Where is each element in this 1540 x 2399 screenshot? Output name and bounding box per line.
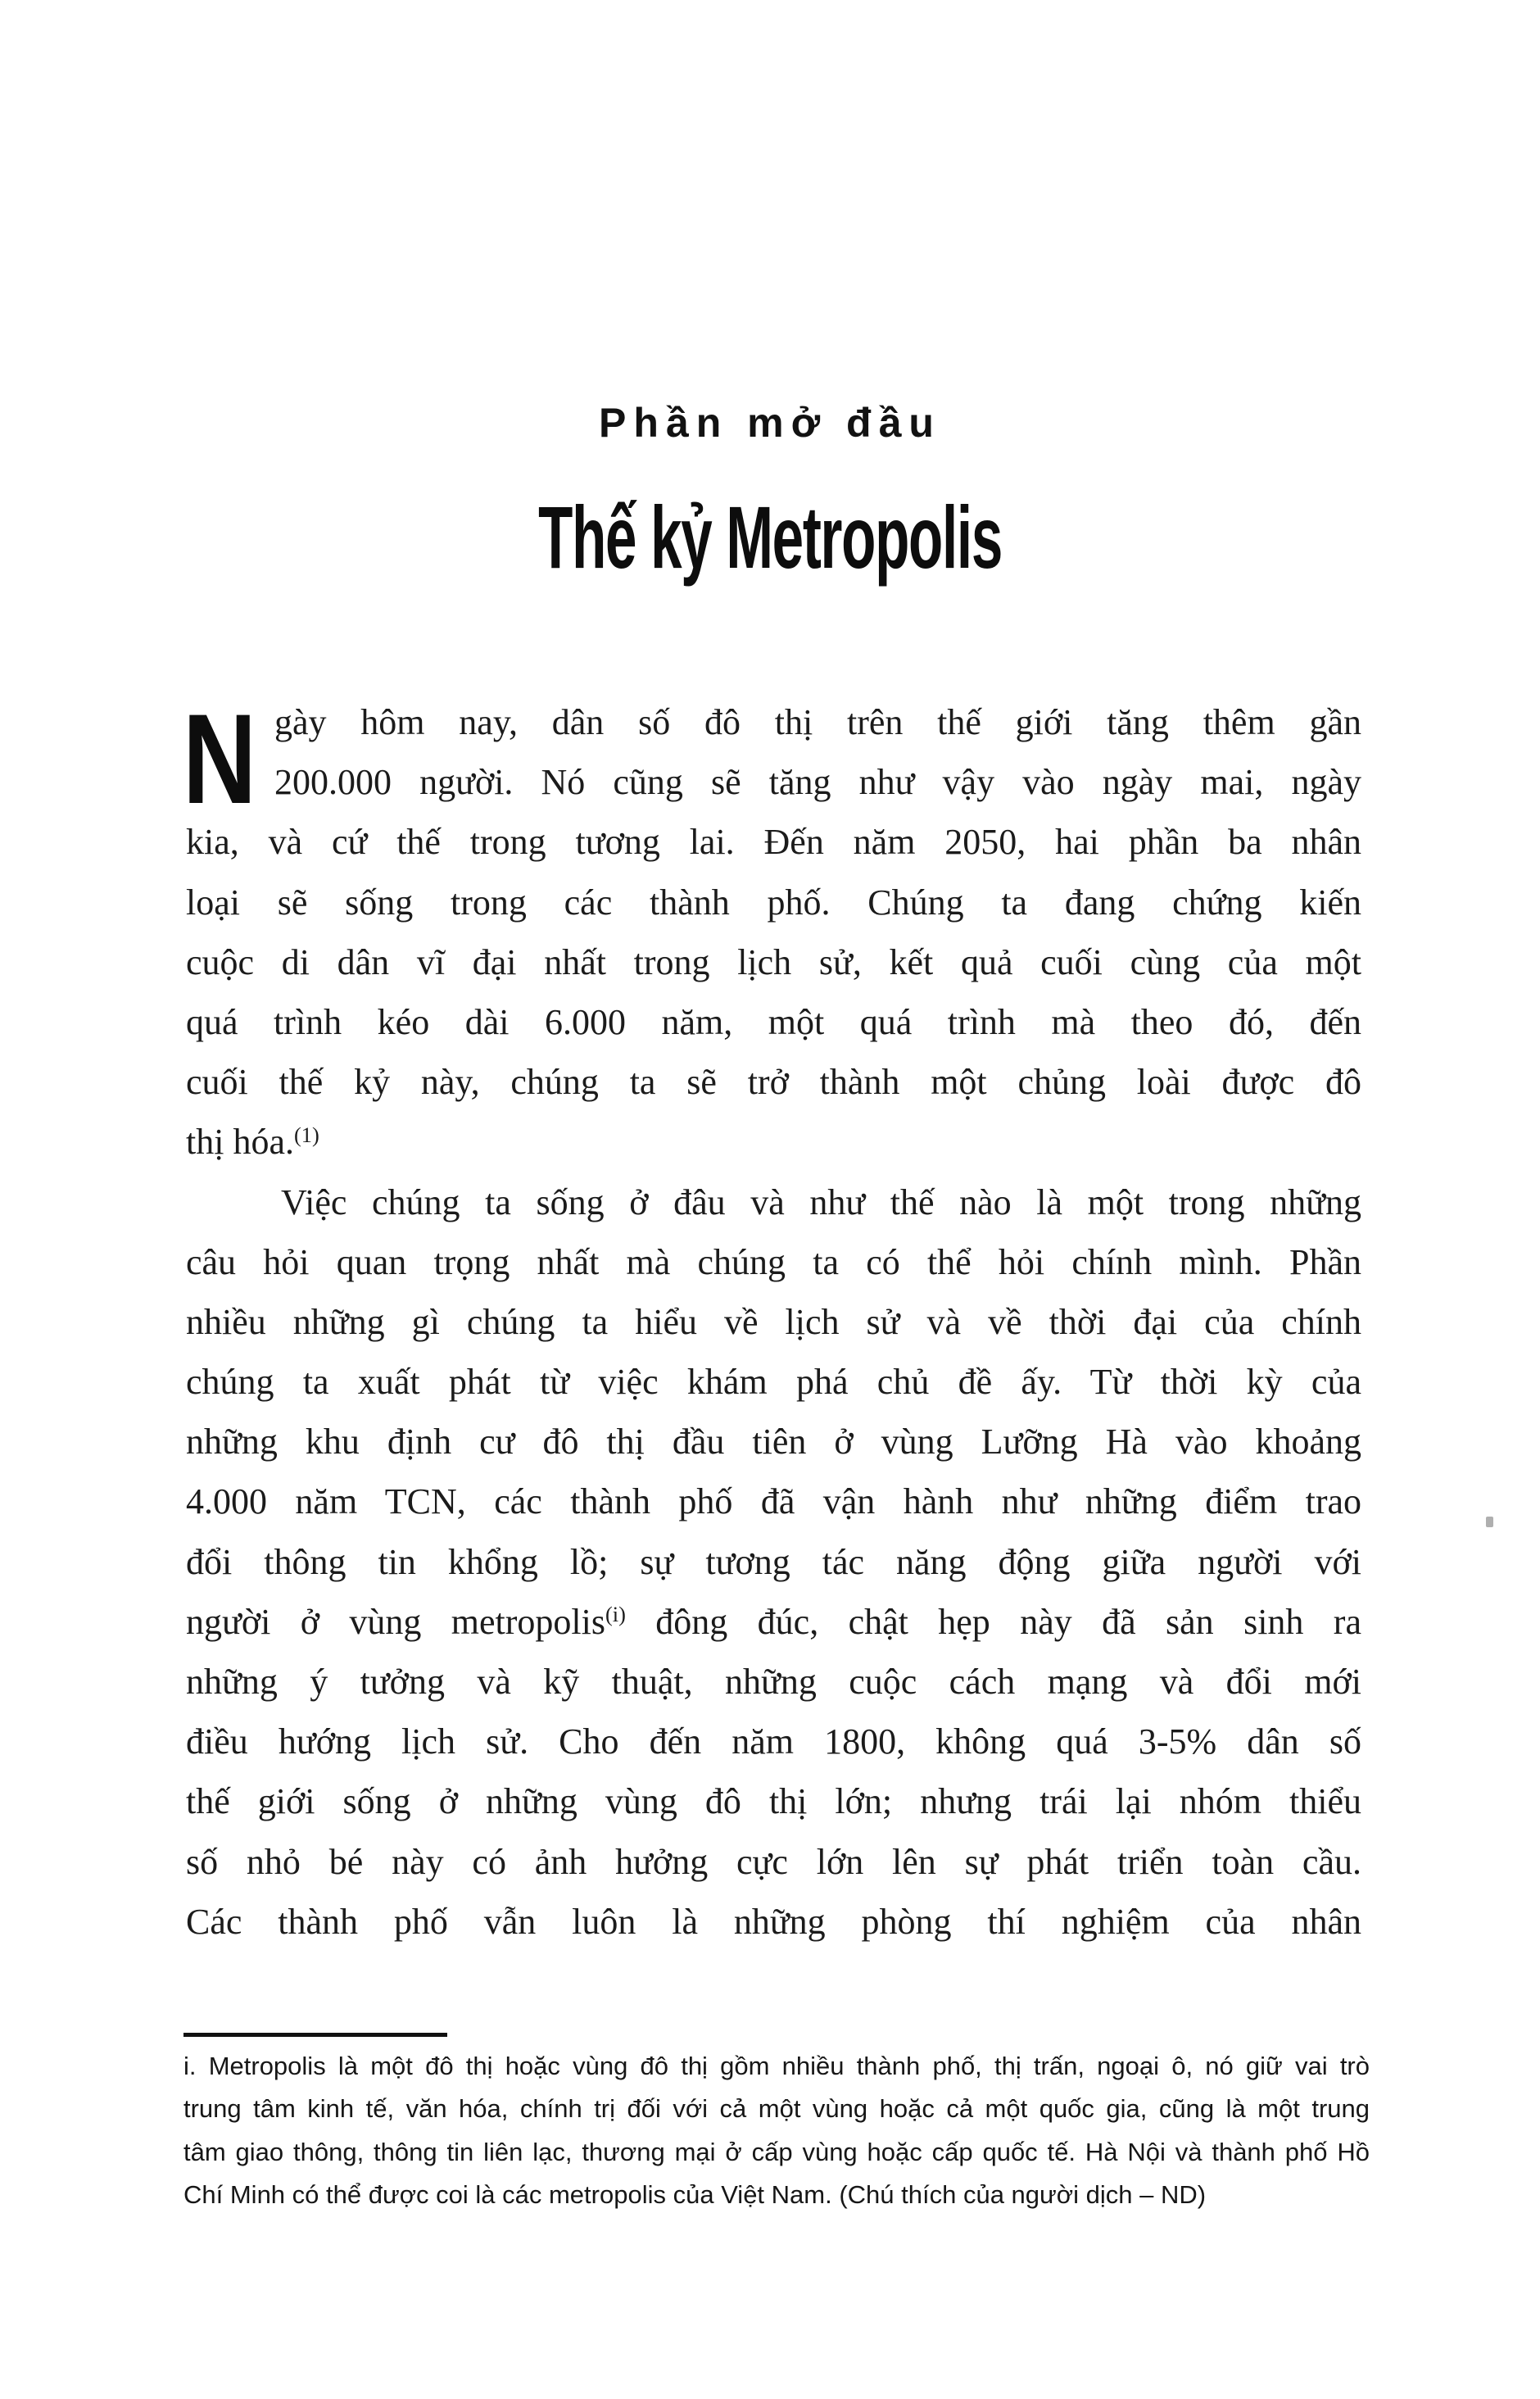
footnote-line: Chí Minh có thể được coi là các metropolis của Việt Nam. (Chú thích của người dịch – ND) — [183, 2180, 1207, 2210]
body-line: câu hỏi quan trọng nhất mà chúng ta có thể hỏi chính mình. Phần — [186, 1241, 1361, 1282]
body-line: điều hướng lịch sử. Cho đến năm 1800, không quá 3-5% dân số — [186, 1721, 1361, 1762]
paragraph — [183, 688, 1361, 1172]
page-title: Thế kỷ Metropolis — [538, 488, 1002, 587]
body-line: Việc chúng ta sống ở đâu và như thế nào là một trong những — [281, 1181, 1361, 1222]
body-line: Các thành phố vẫn luôn là những phòng thí nghiệm của nhân — [186, 1901, 1361, 1942]
body-line: kia, và cứ thế trong tương lai. Đến năm 2050, hai phần ba nhân — [186, 822, 1361, 863]
body-line: cuối thế kỷ này, chúng ta sẽ trở thành một chủng loài được đô — [186, 1062, 1361, 1103]
body-line: 200.000 người. Nó cũng sẽ tăng như vậy vào ngày mai, ngày — [274, 762, 1361, 803]
body-line: quá trình kéo dài 6.000 năm, một quá trình mà theo đó, đến — [186, 1001, 1361, 1042]
scan-speck — [1486, 1517, 1493, 1527]
footnote-line: tâm giao thông, thông tin liên lạc, thương mại ở cấp vùng hoặc cấp quốc tế. Hà Nội và thành phố Hồ — [183, 2137, 1370, 2166]
page-title-wrap — [0, 480, 1540, 595]
body-text — [183, 688, 1361, 1952]
body-line: 4.000 năm TCN, các thành phố đã vận hành như những điểm trao — [186, 1481, 1361, 1522]
body-line: cuộc di dân vĩ đại nhất trong lịch sử, kết quả cuối cùng của một — [186, 941, 1361, 982]
body-line: đổi thông tin khổng lồ; sự tương tác năng động giữa người với — [186, 1541, 1361, 1582]
body-line: người ở vùng metropolis$^{(i)}$ đông đúc, chật hẹp này đã sản sinh ra — [186, 1601, 1361, 1642]
section-label: Phần mở đầu — [599, 400, 941, 446]
footnote — [183, 2045, 1370, 2217]
body-line: những ý tưởng và kỹ thuật, những cuộc cách mạng và đổi mới — [186, 1662, 1361, 1702]
body-line: nhiều những gì chúng ta hiểu về lịch sử và về thời đại của chính — [186, 1301, 1361, 1342]
paragraph — [186, 1172, 1361, 1952]
body-line: số nhỏ bé này có ảnh hưởng cực lớn lên sự phát triển toàn cầu. — [186, 1841, 1361, 1882]
body-line: thị hóa.$^{(1)}$ — [186, 1122, 319, 1163]
body-line: những khu định cư đô thị đầu tiên ở vùng Lưỡng Hà vào khoảng — [186, 1422, 1361, 1463]
footnote-line: trung tâm kinh tế, văn hóa, chính trị đối với cả một vùng hoặc cả một quốc gia, cũng là một trung — [183, 2094, 1370, 2124]
drop-cap: N — [183, 688, 257, 831]
footnote-line: i. Metropolis là một đô thị hoặc vùng đô thị gồm nhiều thành phố, thị trấn, ngoại ô, nó giữ vai trò — [183, 2052, 1370, 2080]
body-line: chúng ta xuất phát từ việc khám phá chủ đề ấy. Từ thời kỳ của — [186, 1362, 1361, 1403]
body-line: loại sẽ sống trong các thành phố. Chúng ta đang chứng kiến — [186, 882, 1361, 923]
body-line: gày hôm nay, dân số đô thị trên thế giới tăng thêm gần — [274, 702, 1361, 742]
footnote-separator-rule — [183, 2033, 447, 2037]
body-line: thế giới sống ở những vùng đô thị lớn; nhưng trái lại nhóm thiểu — [186, 1781, 1361, 1822]
